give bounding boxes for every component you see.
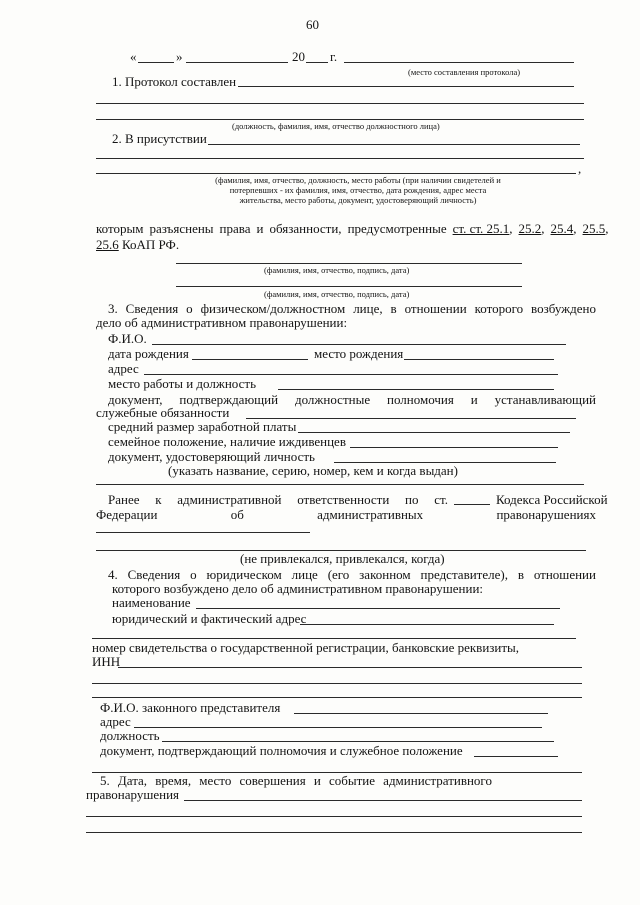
rights-ref: 25.2 <box>518 221 542 236</box>
s3-work-label: место работы и должность <box>108 376 257 391</box>
s4-inn-label: ИНН <box>92 654 121 669</box>
s4-address-line <box>300 624 554 625</box>
rights-line-2 <box>96 238 179 251</box>
s3-birth-place-label: место рождения <box>314 346 404 361</box>
signature-caption-1: (фамилия, имя, отчество, подпись, дата) <box>264 265 410 275</box>
rights-suffix: КоАП РФ. <box>122 237 180 252</box>
s3-birth-place-line <box>404 359 554 360</box>
s3-address-line <box>144 374 558 375</box>
date-year-prefix: 20 <box>292 49 305 64</box>
s1-line-c <box>96 119 584 120</box>
prior-line-1: Ранее к административной ответственности по ст. Кодекса Российской <box>108 492 608 507</box>
rights-word: предусмотренные <box>347 221 447 236</box>
rights-ref: ст. ст. 25.1 <box>452 221 510 236</box>
s3-doc-line-1: документ, подтверждающий должностные полномочия и устанавливающий <box>108 392 596 407</box>
s3-fio-label: Ф.И.О. <box>108 331 147 346</box>
s4-rep-fio-line <box>294 713 548 714</box>
s4-address-line-2 <box>92 638 576 639</box>
s4-name-line <box>196 608 560 609</box>
signature-line-2 <box>176 286 522 287</box>
s4-address-label: юридический и фактический адрес <box>112 611 307 626</box>
place-caption: (место составления протокола) <box>408 67 521 77</box>
page-number: 60 <box>306 17 319 32</box>
signature-caption-2: (фамилия, имя, отчество, подпись, дата) <box>264 289 410 299</box>
s3-family-line <box>350 447 558 448</box>
s2-caption-3: жительства, место работы, документ, удостоверяющий личность) <box>239 195 477 205</box>
rights-word: разъяснены <box>149 221 214 236</box>
s4-rep-position-line <box>162 741 554 742</box>
s3-heading: 3. Сведения о физическом/должностном лице, в отношении которого возбуждено <box>108 301 596 316</box>
s1-line-b <box>96 103 584 104</box>
s4-reg-label: номер свидетельства о государственной регистрации, банковские реквизиты, <box>92 640 520 655</box>
s4-heading-2: которого возбуждено дело об административном правонарушении: <box>112 581 484 596</box>
s2-label: 2. В присутствии <box>112 131 207 146</box>
s1-caption: (должность, фамилия, имя, отчество должностного лица) <box>232 121 440 131</box>
s3-birth-date-line <box>192 359 308 360</box>
s2-caption-1: (фамилия, имя, отчество, должность, место работы (при наличии свидетелей и <box>215 175 501 185</box>
s4-heading: 4. Сведения о юридическом лице (его законном представителе), в отношении <box>108 567 596 582</box>
s5-heading-2: правонарушения <box>86 787 180 802</box>
s1-label: 1. Протокол составлен <box>112 74 237 89</box>
s4-rep-address-label: адрес <box>100 714 131 729</box>
s2-line-b <box>96 158 584 159</box>
rights-line-1: которым разъяснены права и обязанности, предусмотренные ст. ст. 25.1, 25.2, 25.4, 25.5, <box>96 221 609 236</box>
rights-ref-last: 25.6 <box>96 237 119 252</box>
prior-caption: (не привлекался, привлекался, когда) <box>240 551 445 566</box>
signature-line-1 <box>176 263 522 264</box>
s4-inn-line <box>118 667 582 668</box>
s3-address-label: адрес <box>108 361 139 376</box>
s3-fio-line <box>152 344 566 345</box>
s3-id-caption: (указать название, серию, номер, кем и когда выдан) <box>168 463 458 478</box>
date-day-close: » <box>176 49 183 64</box>
rights-word: права <box>219 221 251 236</box>
rights-ref: 25.5 <box>582 221 606 236</box>
s4-blank-line-2 <box>92 697 582 698</box>
date-year-suffix: г. <box>330 49 338 64</box>
rights-word: обязанности, <box>269 221 342 236</box>
s4-name-label: наименование <box>112 595 191 610</box>
s3-id-label: документ, удостоверяющий личность <box>108 449 315 464</box>
s1-line-a <box>238 86 574 87</box>
s4-rep-address-line <box>134 727 542 728</box>
s3-doc-line-2: служебные обязанности <box>96 405 230 420</box>
s3-birth-date-label: дата рождения <box>108 346 189 361</box>
date-day-line <box>138 62 174 63</box>
s5-line-c <box>86 832 582 833</box>
s5-heading: 5. Дата, время, место совершения и событие административного <box>100 773 492 788</box>
rights-word: и <box>256 221 264 236</box>
s3-salary-label: средний размер заработной платы <box>108 419 297 434</box>
s3-work-line <box>278 389 554 390</box>
date-year-line <box>306 62 328 63</box>
s4-blank-line-1 <box>92 683 582 684</box>
prior-line-a <box>96 532 310 533</box>
s5-line-b <box>86 816 582 817</box>
s2-line-a <box>208 144 580 145</box>
s4-rep-fio-label: Ф.И.О. законного представителя <box>100 700 281 715</box>
date-month-line <box>186 62 288 63</box>
s3-heading-2: дело об административном правонарушении: <box>96 315 348 330</box>
place-line <box>344 62 574 63</box>
rights-word: которым <box>96 221 144 236</box>
s2-comma: , <box>578 161 582 176</box>
s4-rep-doc-label: документ, подтверждающий полномочия и служебное положение <box>100 743 463 758</box>
s2-line-c <box>96 173 576 174</box>
s3-salary-line <box>298 432 570 433</box>
s5-line-a <box>184 800 582 801</box>
date-day-open: « <box>130 49 137 64</box>
prior-article-line <box>454 504 490 505</box>
s3-id-blank-line <box>96 484 584 485</box>
s4-rep-doc-line <box>474 756 558 757</box>
s3-family-label: семейное положение, наличие иждивенцев <box>108 434 346 449</box>
prior-code: Кодекса Российской <box>496 492 608 507</box>
s4-rep-position-label: должность <box>100 728 160 743</box>
s2-caption-2: потерпевших - их фамилия, имя, отчество, дата рождения, адрес места <box>229 185 487 195</box>
rights-ref: 25.4 <box>550 221 574 236</box>
prior-line-2: Федерации об административных правонарушениях <box>96 507 596 522</box>
